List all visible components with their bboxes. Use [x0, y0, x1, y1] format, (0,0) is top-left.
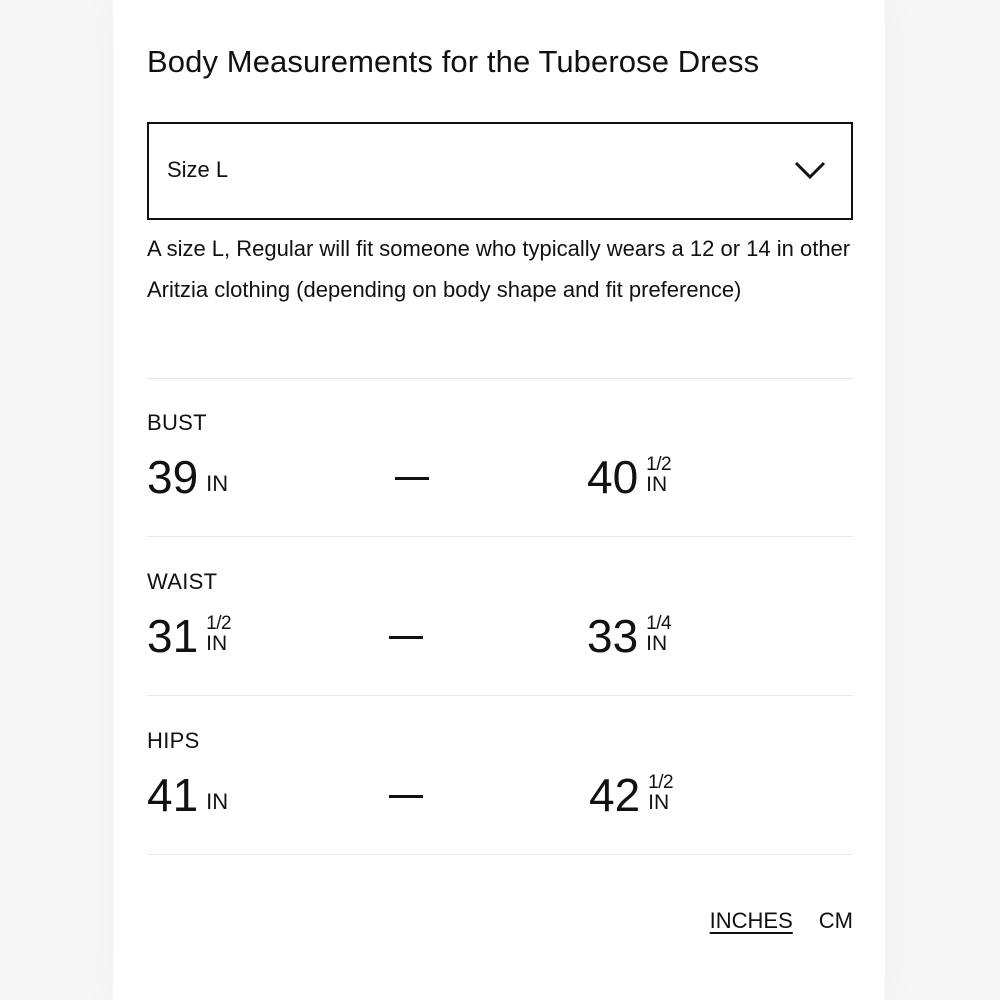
size-select[interactable]: [147, 122, 853, 220]
hips-max-whole: 42: [589, 769, 641, 821]
units-inches-option[interactable]: INCHES: [709, 908, 793, 933]
waist-min-whole: 31: [147, 610, 199, 662]
waist-max-fraction: 1/4: [646, 613, 672, 634]
waist-min-unit: IN: [206, 632, 228, 655]
waist-min-value: [147, 611, 236, 661]
size-guide-panel: [113, 0, 885, 1000]
waist-max-whole: 33: [587, 610, 639, 662]
divider: [147, 854, 853, 855]
waist-min-fraction: 1/2: [206, 613, 232, 634]
measurement-label-bust: BUST: [147, 410, 207, 435]
hips-max-unit: IN: [648, 791, 670, 814]
range-dash: [389, 636, 423, 639]
waist-max-value: [587, 611, 676, 661]
bust-max-fraction: 1/2: [646, 454, 672, 475]
waist-max-unit: IN: [646, 632, 668, 655]
units-toggle: [710, 908, 853, 934]
size-description: A size L, Regular will fit someone who typically wears a 12 or 14 in other Aritzia clothing (depending on body shape and fit preference): [147, 236, 851, 302]
units-cm-option[interactable]: CM: [818, 908, 853, 933]
chevron-down-icon: [793, 158, 827, 182]
divider: [147, 695, 853, 696]
divider: [147, 378, 853, 379]
range-dash: [395, 477, 429, 480]
hips-min-value: [147, 770, 236, 820]
bust-max-value: [587, 452, 676, 502]
hips-max-fraction: 1/2: [648, 772, 674, 793]
range-dash: [389, 795, 423, 798]
bust-min-whole: 39: [147, 451, 199, 503]
hips-min-whole: 41: [147, 769, 199, 821]
bust-max-whole: 40: [587, 451, 639, 503]
hips-max-value: [589, 770, 678, 820]
size-select-value: Size L: [167, 157, 229, 182]
divider: [147, 536, 853, 537]
page-title: Body Measurements for the Tuberose Dress: [147, 44, 760, 79]
measurement-label-waist: WAIST: [147, 569, 218, 594]
bust-min-value: [147, 452, 236, 502]
measurement-label-hips: HIPS: [147, 728, 200, 753]
bust-max-unit: IN: [646, 473, 668, 496]
hips-min-unit: IN: [206, 789, 229, 814]
bust-min-unit: IN: [206, 471, 229, 496]
